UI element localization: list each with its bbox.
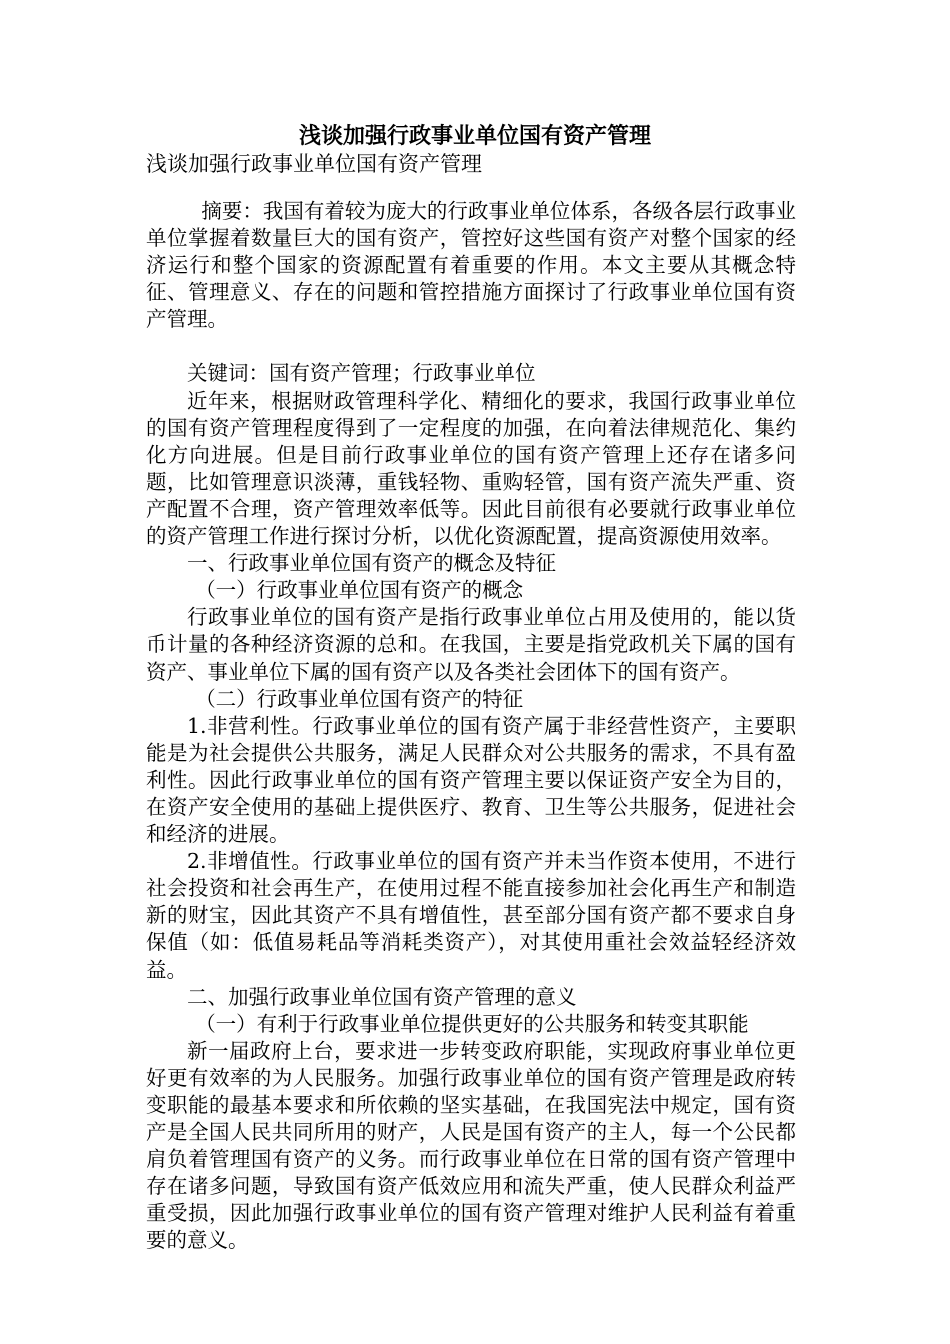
abstract-paragraph: 摘要：我国有着较为庞大的行政事业单位体系，各级各层行政事业单位掌握着数量巨大的国有资产，管控好这些国有资产对整个国家的经济运行和整个国家的资源配置有着重要的作用。本文主要从其概念特征、管理意义、存在的问题和管控措施方面探讨了行政事业单位国有资产管理。: [146, 199, 796, 332]
document-body: [146, 198, 796, 1255]
document-subtitle: 浅谈加强行政事业单位国有资产管理: [146, 152, 482, 176]
section1-1-heading: （一）行政事业单位国有资产的概念: [195, 578, 524, 603]
section1-1-paragraph: 行政事业单位的国有资产是指行政事业单位占用及使用的，能以货币计量的各种经济资源的总和。在我国，主要是指党政机关下属的国有资产、事业单位下属的国有资产以及各类社会团体下的国有资产。: [146, 605, 796, 684]
intro-paragraph: 近年来，根据财政管理科学化、精细化的要求，我国行政事业单位的国有资产管理程度得到了一定程度的加强，在向着法律规范化、集约化方向进展。但是目前行政事业单位的国有资产管理上还存在诸多问题，比如管理意识淡薄，重钱轻物、重购轻管，国有资产流失严重、资产配置不合理，资产管理效率低等。因此目前很有必要就行政事业单位的资产管理工作进行探讨分析，以优化资源配置，提高资源使用效率。: [146, 388, 796, 549]
section2-1-heading: （一）有利于行政事业单位提供更好的公共服务和转变其职能: [195, 1011, 749, 1036]
section2-1-paragraph: 新一届政府上台，要求进一步转变政府职能，实现政府事业单位更好更有效率的为人民服务。加强行政事业单位的国有资产管理是政府转变职能的最基本要求和所依赖的坚实基础，在我国宪法中规定，国有资产是全国人民共同所用的财产，人民是国有资产的主人，每一个公民都肩负着管理国有资产的义务。而行政事业单位在日常的国有资产管理中存在诸多问题，导致国有资产低效应用和流失严重，使人民群众利益严重受损，因此加强行政事业单位的国有资产管理对维护人民利益有着重要的意义。: [146, 1038, 796, 1253]
document-title: 浅谈加强行政事业单位国有资产管理: [298, 123, 651, 149]
feature2-paragraph: 2.非增值性。行政事业单位的国有资产并未当作资本使用，不进行社会投资和社会再生产，在使用过程不能直接参加社会化再生产和制造新的财宝，因此其资产不具有增值性，甚至部分国有资产都不要求自身保值（如：低值易耗品等消耗类资产），对其使用重社会效益轻经济效益。: [146, 849, 796, 982]
feature1-paragraph: 1.非营利性。行政事业单位的国有资产属于非经营性资产，主要职能是为社会提供公共服务，满足人民群众对公共服务的需求，不具有盈利性。因此行政事业单位的国有资产管理主要以保证资产安全为目的，在资产安全使用的基础上提供医疗、教育、卫生等公共服务，促进社会和经济的进展。: [146, 713, 796, 847]
section1-2-heading: （二）行政事业单位国有资产的特征: [195, 686, 524, 711]
section2-heading: 二、加强行政事业单位国有资产管理的意义: [187, 984, 577, 1009]
keywords-line: 关键词：国有资产管理；行政事业单位: [187, 361, 536, 386]
section1-heading: 一、行政事业单位国有资产的概念及特征: [187, 551, 556, 576]
